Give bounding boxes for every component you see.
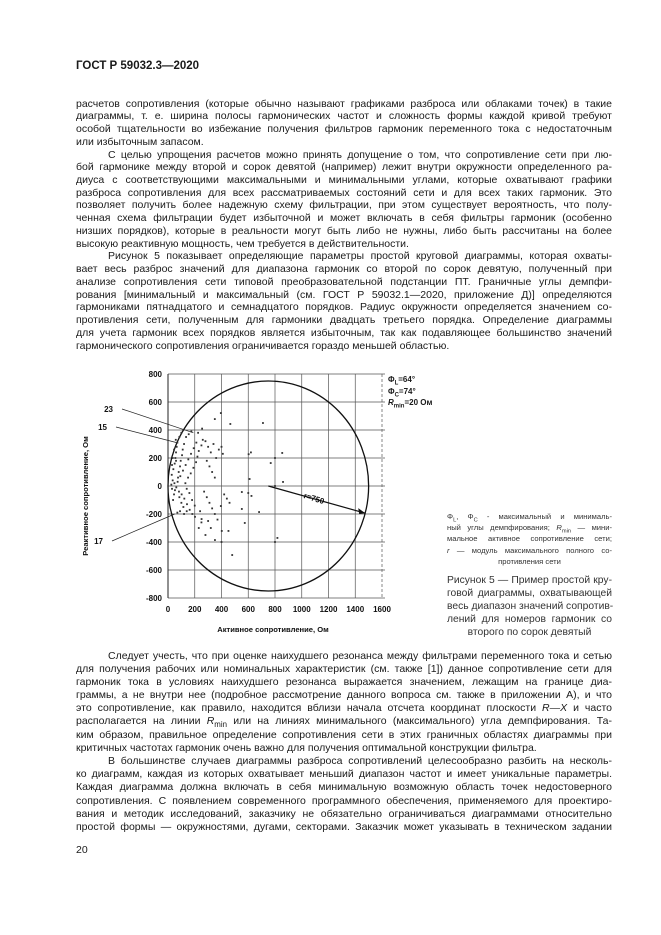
text-line: Рисунок 5 показывает определяющие параметры простой круговой диаграммы, которая охваты- bbox=[108, 250, 612, 263]
text-line: ким образом, правильное определение сопротивления сети в этих граничных областях диаграммы при bbox=[76, 728, 612, 741]
chart-legend bbox=[388, 374, 432, 409]
text-line: лений для номеров гармоник со bbox=[447, 614, 612, 625]
text-line: гармоник тока в условиях наихудшего резонанса выражается значением, лежащим на границе диа- bbox=[76, 675, 612, 688]
scatter-point bbox=[241, 491, 243, 493]
text-line: анализе сопротивления сети типовой преобразовательной подстанции ПТ. Граничные углы демпфи- bbox=[76, 275, 612, 288]
scatter-point bbox=[274, 541, 276, 543]
scatter-point bbox=[171, 464, 173, 466]
text-segment: r bbox=[447, 545, 450, 555]
text-line: особой тщательности во избежание получения фильтров гармоник переменного тока с недостаточным bbox=[76, 123, 612, 136]
text-line: диаграммы, т. е. ширина полосы гармонических частот и сложность формы каждой кривой требуют bbox=[76, 110, 612, 123]
scatter-point bbox=[214, 513, 216, 515]
text-line: противления сети, полученным для гармоники двадцать третьего порядка. Определение диаграммы bbox=[76, 314, 612, 327]
scatter-point bbox=[231, 554, 233, 556]
text-line: бой гармонике между второй и сорок девятой (например) лежит внутри окружности определенного ра- bbox=[76, 161, 612, 174]
scatter-point bbox=[178, 491, 180, 493]
scatter-point bbox=[182, 449, 184, 451]
scatter-point bbox=[191, 499, 193, 501]
text-line bbox=[447, 511, 612, 522]
scatter-point bbox=[228, 530, 230, 532]
text-line: разброса сопротивления для всех рассматриваемых состояний сети и для всех таких гармоник. Это bbox=[76, 186, 612, 199]
scatter-point bbox=[173, 494, 175, 496]
scatter-point bbox=[195, 442, 197, 444]
scatter-point bbox=[203, 491, 205, 493]
scatter-point bbox=[175, 460, 177, 462]
text-line: гармонического сопротивления ограничивается гораздо меньшей областью. bbox=[76, 339, 450, 352]
text-line: высокую реактивную мощность, чем требуется в действительности. bbox=[76, 237, 409, 250]
text-line: для получения рабочих или номинальных характеристик (см. также [1]) данное сопротивление сети для bbox=[76, 662, 612, 675]
scatter-point bbox=[184, 482, 186, 484]
legend-phi-l-value: =64° bbox=[398, 375, 416, 384]
scatter-point bbox=[194, 505, 196, 507]
text-line: рования [минимальный и максимальный (см. ГОСТ Р 59032.1—2020, приложение Д)] определяются bbox=[76, 288, 612, 301]
scatter-point bbox=[180, 502, 182, 504]
scatter-point bbox=[175, 452, 177, 454]
text-segment: и часто bbox=[567, 702, 612, 715]
text-line: Каждая диаграмма должна включать в себя минимальную возможную область точек недостоверного bbox=[76, 781, 612, 794]
text-line bbox=[447, 522, 612, 533]
scatter-point bbox=[182, 470, 184, 472]
scatter-point bbox=[186, 488, 188, 490]
scatter-point bbox=[176, 512, 178, 514]
scatter-point bbox=[172, 499, 174, 501]
x-axis-label: Активное сопротивление, Ом bbox=[217, 625, 329, 634]
text-line bbox=[76, 715, 612, 728]
scatter-point bbox=[178, 496, 180, 498]
scatter-point bbox=[262, 422, 264, 424]
page-number: 20 bbox=[76, 844, 88, 856]
legend-phi-l-sub: L bbox=[394, 380, 399, 387]
x-tick-label: 600 bbox=[241, 605, 255, 614]
y-tick-label: 400 bbox=[148, 426, 162, 435]
scatter-point bbox=[180, 432, 182, 434]
text-line: Следует учесть, что при оценке наихудшего резонанса между фильтрами переменного тока и сетью bbox=[108, 649, 612, 662]
figure-footnote bbox=[447, 511, 612, 567]
scatter-point bbox=[207, 446, 209, 448]
scatter-point bbox=[229, 502, 231, 504]
scatter-point bbox=[205, 534, 207, 536]
scatter-point bbox=[202, 439, 204, 441]
scatter-point bbox=[178, 436, 180, 438]
scatter-point bbox=[214, 539, 216, 541]
scatter-point bbox=[213, 443, 215, 445]
scatter-point bbox=[177, 477, 179, 479]
scatter-point bbox=[222, 453, 224, 455]
scatter-point bbox=[194, 516, 196, 518]
scatter-point bbox=[210, 452, 212, 454]
scatter-point bbox=[205, 440, 207, 442]
text-segment: - максимальный и минималь- bbox=[477, 512, 612, 521]
scatter-point bbox=[244, 522, 246, 524]
scatter-point bbox=[172, 457, 174, 459]
scatter-point bbox=[183, 498, 185, 500]
scatter-point bbox=[170, 484, 172, 486]
text-segment: R bbox=[556, 523, 562, 533]
scatter-point bbox=[221, 446, 223, 448]
text-line: простой формы — окружностями, дугами, секторами. Заказчик может указывать в техническом задании bbox=[76, 820, 612, 833]
legend-rmin-sub: min bbox=[393, 403, 405, 410]
x-tick-label: 0 bbox=[165, 605, 171, 614]
text-segment: R—X bbox=[542, 702, 568, 715]
scatter-point bbox=[198, 527, 200, 529]
scatter-point bbox=[188, 433, 190, 435]
x-tick-label: 400 bbox=[214, 605, 229, 614]
scatter-point bbox=[189, 492, 191, 494]
text-line bbox=[76, 702, 612, 715]
x-tick-label: 800 bbox=[268, 605, 282, 614]
scatter-point bbox=[185, 436, 187, 438]
scatter-point bbox=[207, 520, 209, 522]
scatter-point bbox=[247, 492, 249, 494]
scatter-point bbox=[221, 530, 223, 532]
scatter-point bbox=[174, 457, 176, 459]
scatter-point bbox=[179, 466, 181, 468]
text-segment: R bbox=[206, 715, 215, 728]
scatter-point bbox=[214, 477, 216, 479]
scatter-point bbox=[193, 467, 195, 469]
scatter-point bbox=[251, 495, 253, 497]
scatter-point bbox=[250, 452, 252, 454]
y-tick-label: 0 bbox=[157, 482, 162, 491]
text-line bbox=[447, 545, 612, 556]
scatter-point bbox=[229, 423, 231, 425]
text-line: вает весь разброс значений для диапазона гармоник со второй по сорок девятую, полученный при bbox=[76, 263, 612, 276]
scatter-point bbox=[172, 480, 174, 482]
annotation-leader-line bbox=[112, 514, 175, 541]
scatter-point bbox=[281, 452, 283, 454]
scatter-point bbox=[248, 453, 250, 455]
text-line: весь диапазон значений сопротив- bbox=[447, 601, 614, 612]
y-tick-label: -600 bbox=[145, 566, 162, 575]
scatter-point bbox=[220, 412, 222, 414]
scatter-point bbox=[186, 503, 188, 505]
scatter-point bbox=[181, 454, 183, 456]
y-tick-label: -200 bbox=[145, 510, 162, 519]
scatter-point bbox=[183, 443, 185, 445]
scatter-point bbox=[175, 439, 177, 441]
text-segment: — модуль максимального полного со- bbox=[449, 545, 612, 555]
text-line: мальное активное сопротивление сети; bbox=[447, 534, 612, 544]
subscript: min bbox=[214, 720, 227, 730]
text-line: граммы, а не внутри нее (подробное рассмотрение данного вопроса см. также в приложении А), и что bbox=[76, 689, 612, 702]
scatter-point bbox=[189, 509, 191, 511]
text-line: В большинстве случаев диаграммы разброса сопротивлений целесообразно разбить на несколь- bbox=[108, 755, 612, 767]
scatter-point bbox=[217, 519, 219, 521]
scatter-point bbox=[221, 541, 223, 543]
x-tick-label: 1600 bbox=[373, 605, 391, 614]
text-line: вания и методик исследований, заказчику не обязательно ограничиваться диаграммами относительно bbox=[76, 807, 612, 820]
text-segment: , Φ bbox=[456, 512, 474, 521]
scatter-point bbox=[198, 450, 200, 452]
y-tick-label: 600 bbox=[148, 398, 162, 407]
scatter-point bbox=[214, 418, 216, 420]
annotation-label: 17 bbox=[94, 537, 103, 546]
x-tick-label: 1000 bbox=[292, 605, 311, 614]
subscript: min bbox=[561, 528, 572, 535]
scatter-point bbox=[241, 508, 243, 510]
scatter-point bbox=[209, 466, 211, 468]
legend-phi-c-sub: C bbox=[394, 392, 399, 399]
text-line: ко диаграмм, каждая из которых охватывает меньший диапазон частот и имеет уникальные параметры. bbox=[76, 768, 612, 781]
scatter-point bbox=[274, 485, 276, 487]
scatter-point bbox=[206, 460, 208, 462]
x-tick-label: 1200 bbox=[319, 605, 338, 614]
subscript: C bbox=[473, 517, 478, 524]
annotation-label: 23 bbox=[104, 405, 113, 414]
text-segment: располагается на линии bbox=[76, 715, 207, 728]
text-line: ченная схема фильтрации будет избыточной и может включать в себя фильтры гармоник (особенно bbox=[76, 212, 612, 225]
y-tick-label: 200 bbox=[148, 454, 162, 463]
scatter-point bbox=[187, 459, 189, 461]
scatter-point bbox=[176, 446, 178, 448]
scatter-point bbox=[179, 510, 181, 512]
text-segment: Φ bbox=[447, 512, 454, 521]
scatter-point bbox=[190, 473, 192, 475]
scatter-point bbox=[258, 511, 260, 513]
scatter-point bbox=[199, 510, 201, 512]
scatter-point bbox=[176, 442, 178, 444]
x-tick-label: 200 bbox=[188, 605, 202, 614]
text-line: критичных частотах гармоник очень важно для получения оптимальной конструкции фильтра. bbox=[76, 741, 537, 754]
y-tick-label: -800 bbox=[145, 594, 162, 603]
legend-phi-l: Φ bbox=[388, 375, 395, 384]
scatter-point bbox=[226, 498, 228, 500]
text-line: Рисунок 5 — Пример простой кру- bbox=[447, 575, 612, 586]
y-tick-label: -400 bbox=[145, 538, 162, 547]
text-segment: это сопротивление, как правило, находится вблизи начала отсчета координат плоскости bbox=[76, 702, 543, 715]
legend-phi-c: Φ bbox=[388, 386, 395, 396]
scatter-point bbox=[215, 457, 217, 459]
scatter-point bbox=[183, 513, 185, 515]
scatter-point bbox=[191, 513, 193, 515]
scatter-point bbox=[218, 449, 220, 451]
text-line: сопротивления. С появлением современного программного обеспечения, применяемого для проектиро- bbox=[76, 794, 612, 807]
scatter-point bbox=[172, 468, 174, 470]
annotation-label: 15 bbox=[98, 423, 107, 432]
scatter-point bbox=[190, 453, 192, 455]
text-line: низших порядков), которые в реальности могут быть либо не нужны, либо быть рассчитаны на более bbox=[76, 224, 612, 237]
scatter-point bbox=[174, 482, 176, 484]
text-line: расчетов сопротивления (которые обычно называют графиками разброса или облаками точек) в такие bbox=[76, 97, 612, 110]
scatter-point bbox=[201, 518, 203, 520]
scatter-point bbox=[182, 506, 184, 508]
scatter-point bbox=[201, 445, 203, 447]
scatter-point bbox=[175, 487, 177, 489]
scatter-point bbox=[223, 494, 225, 496]
scatter-point bbox=[180, 460, 182, 462]
text-segment: — мини- bbox=[571, 523, 613, 533]
scatter-point bbox=[277, 537, 279, 539]
scatter-point bbox=[174, 463, 176, 465]
text-segment: ный углы демпфирования; bbox=[447, 523, 557, 533]
scatter-point bbox=[210, 527, 212, 529]
legend-rmin-value: =20 Ом bbox=[404, 398, 433, 407]
upper-text bbox=[76, 98, 612, 353]
subscript: L bbox=[453, 517, 457, 524]
text-line: говой диаграммы, охватывающей bbox=[447, 588, 612, 599]
text-line: С целью упрощения расчетов можно принять допущение о том, что сопротивление сети при лю- bbox=[108, 148, 612, 161]
scatter-point bbox=[171, 474, 173, 476]
text-line: диуса с соответствующими максимальными и минимальными углами, которые охватывают графики bbox=[76, 174, 612, 186]
arrow-head-icon bbox=[358, 508, 365, 514]
scatter-point bbox=[249, 478, 251, 480]
circular-diagram-chart bbox=[60, 360, 400, 640]
scatter-point bbox=[173, 449, 175, 451]
scatter-point bbox=[270, 462, 272, 464]
lower-text bbox=[76, 650, 612, 835]
y-axis-label: Реактивное сопротивление, Ом bbox=[81, 436, 90, 556]
document-header: ГОСТ Р 59032.3—2020 bbox=[76, 60, 200, 72]
text-line: противления сети bbox=[498, 556, 561, 566]
text-line: для учета гармоник всех порядков является избыточным, так как подавляющее большинство значений bbox=[76, 326, 612, 339]
scatter-point bbox=[201, 428, 203, 430]
scatter-point bbox=[178, 471, 180, 473]
scatter-point bbox=[206, 496, 208, 498]
text-line: гармониками пятнадцатого и семнадцатого порядков. Радиус окружности определяется значением со- bbox=[76, 301, 612, 314]
scatter-point bbox=[174, 489, 176, 491]
text-line: второго по сорок девятый bbox=[467, 627, 592, 638]
y-tick-label: 800 bbox=[148, 370, 162, 379]
scatter-point bbox=[274, 457, 276, 459]
scatter-point bbox=[187, 477, 189, 479]
scatter-point bbox=[211, 508, 213, 510]
legend-rmin: R bbox=[388, 398, 394, 407]
scatter-point bbox=[193, 447, 195, 449]
text-line: или избыточным запасом. bbox=[76, 135, 204, 148]
figure-caption bbox=[447, 574, 612, 639]
scatter-point bbox=[201, 522, 203, 524]
scatter-point bbox=[185, 464, 187, 466]
text-line: позволяет получить более надежную схему фильтрации, при этом существует вероятность, что полу- bbox=[76, 199, 612, 212]
scatter-point bbox=[171, 488, 173, 490]
scatter-point bbox=[209, 502, 211, 504]
scatter-point bbox=[179, 475, 181, 477]
scatter-point bbox=[181, 494, 183, 496]
scatter-point bbox=[186, 510, 188, 512]
scatter-point bbox=[197, 432, 199, 434]
scatter-point bbox=[177, 481, 179, 483]
scatter-point bbox=[220, 505, 222, 507]
scatter-point bbox=[197, 456, 199, 458]
radius-label: r=750 bbox=[302, 491, 326, 506]
scatter-point bbox=[282, 481, 284, 483]
text-segment: или на линиях минимального (максимального) угла демпфирования. Та- bbox=[226, 715, 612, 728]
legend-phi-c-value: =74° bbox=[398, 386, 416, 396]
scatter-point bbox=[211, 471, 213, 473]
x-tick-label: 1400 bbox=[346, 605, 365, 614]
scatter-point bbox=[195, 461, 197, 463]
